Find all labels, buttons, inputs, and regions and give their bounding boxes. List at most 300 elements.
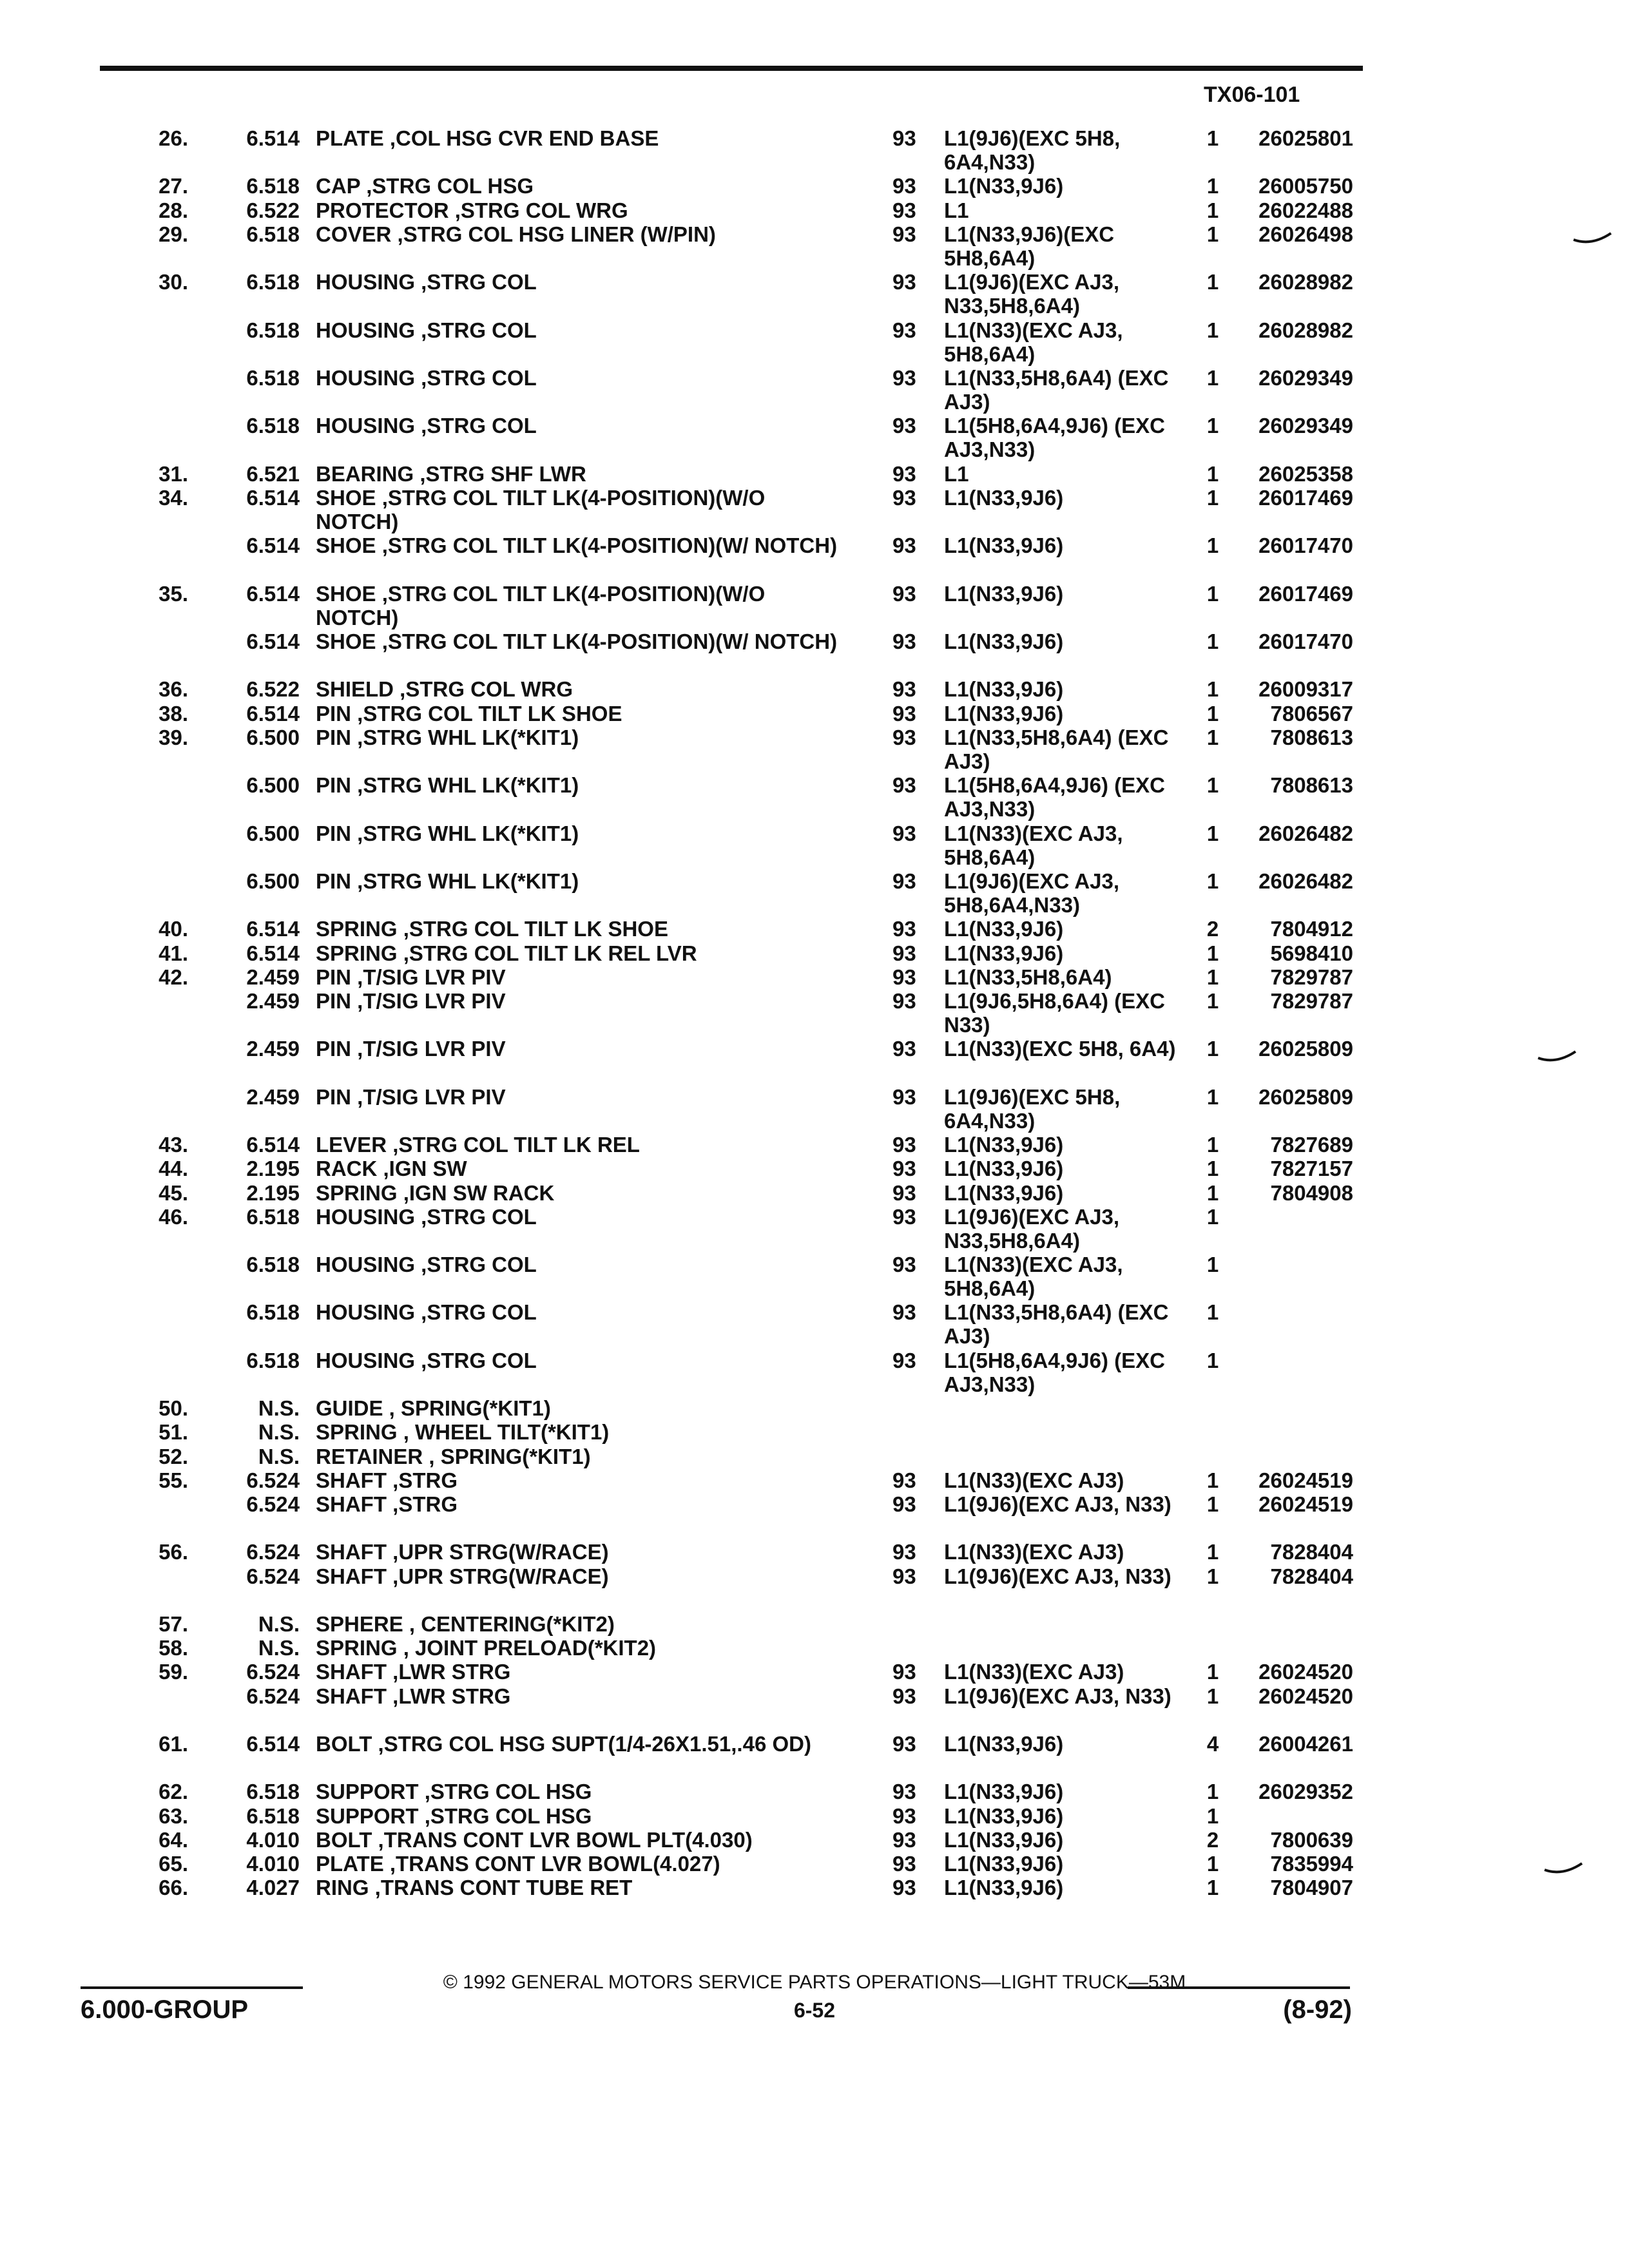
item-number: 42. — [159, 965, 188, 989]
group-number: 6.524 — [246, 1684, 300, 1708]
doc-code: TX06-101 — [1204, 82, 1300, 107]
binder-mark — [1572, 232, 1612, 245]
model-year: 93 — [892, 1253, 916, 1277]
model-year: 93 — [892, 222, 916, 246]
group-number: 6.524 — [246, 1660, 300, 1684]
part-number: 7829787 — [1270, 988, 1353, 1013]
item-number: 55. — [159, 1468, 188, 1492]
application: L1(N33)(EXC AJ3) — [944, 1660, 1124, 1684]
quantity: 1 — [1206, 941, 1219, 965]
table-row — [0, 773, 1629, 821]
quantity: 2 — [1206, 917, 1219, 941]
item-number: 26. — [159, 126, 188, 150]
table-row — [0, 318, 1629, 366]
quantity: 1 — [1206, 1180, 1219, 1205]
table-row — [0, 174, 1629, 198]
table-row — [0, 1492, 1629, 1540]
part-number: 26028982 — [1258, 318, 1353, 342]
part-description: HOUSING ,STRG COL — [316, 270, 537, 294]
part-description: PIN ,STRG WHL LK(*KIT1) — [316, 869, 579, 894]
part-description: SHAFT ,UPR STRG(W/RACE) — [316, 1540, 609, 1564]
group-number: 6.518 — [246, 1348, 300, 1372]
part-number: 26024519 — [1258, 1492, 1353, 1517]
table-row — [0, 917, 1629, 941]
quantity: 1 — [1206, 270, 1219, 294]
model-year: 93 — [892, 1684, 916, 1708]
item-number: 35. — [159, 581, 188, 606]
table-row — [0, 270, 1629, 318]
quantity: 1 — [1206, 629, 1219, 654]
table-row — [0, 1612, 1629, 1636]
item-number: 58. — [159, 1636, 188, 1660]
part-description: PLATE ,TRANS CONT LVR BOWL(4.027) — [316, 1851, 720, 1876]
group-number: 6.518 — [246, 222, 300, 246]
part-number: 26024520 — [1258, 1660, 1353, 1684]
table-row — [0, 677, 1629, 701]
part-description: SHAFT ,UPR STRG(W/RACE) — [316, 1564, 609, 1588]
part-description: BOLT ,STRG COL HSG SUPT(1/4-26X1.51,.46 OD) — [316, 1731, 811, 1756]
quantity: 1 — [1206, 1084, 1219, 1109]
table-row — [0, 629, 1629, 677]
application: L1(9J6)(EXC AJ3, N33) — [944, 1492, 1171, 1517]
part-description: BOLT ,TRANS CONT LVR BOWL PLT(4.030) — [316, 1827, 753, 1852]
application: L1(N33,9J6) — [944, 1731, 1064, 1756]
group-number: N.S. — [258, 1420, 300, 1445]
model-year: 93 — [892, 725, 916, 749]
group-number: 6.514 — [246, 629, 300, 654]
part-description: SPRING ,IGN SW RACK — [316, 1180, 555, 1205]
application: L1(N33,5H8,6A4) (EXC AJ3) — [944, 365, 1169, 414]
item-number: 51. — [159, 1420, 188, 1445]
item-number: 38. — [159, 701, 188, 726]
group-number: N.S. — [258, 1396, 300, 1421]
group-number: 6.500 — [246, 869, 300, 894]
application: L1(N33,9J6) — [944, 1803, 1064, 1828]
part-number: 26026482 — [1258, 821, 1353, 845]
group-number: 6.518 — [246, 174, 300, 198]
model-year: 93 — [892, 1660, 916, 1684]
part-number: 26017470 — [1258, 629, 1353, 654]
group-number: 2.195 — [246, 1157, 300, 1181]
application: L1(N33,9J6)(EXC 5H8,6A4) — [944, 222, 1115, 270]
quantity: 1 — [1206, 1348, 1219, 1372]
quantity: 1 — [1206, 461, 1219, 486]
quantity: 1 — [1206, 1492, 1219, 1517]
group-number: 2.459 — [246, 1037, 300, 1061]
model-year: 93 — [892, 988, 916, 1013]
item-number: 44. — [159, 1157, 188, 1181]
item-number: 66. — [159, 1876, 188, 1900]
part-number: 26025358 — [1258, 461, 1353, 486]
group-number: 2.459 — [246, 1084, 300, 1109]
footer-copyright: © 1992 GENERAL MOTORS SERVICE PARTS OPERATIONS—LIGHT TRUCK—53M — [443, 1972, 1186, 1993]
part-number: 7804908 — [1270, 1180, 1353, 1205]
table-row — [0, 582, 1629, 629]
group-number: N.S. — [258, 1611, 300, 1636]
quantity: 1 — [1206, 581, 1219, 606]
model-year: 93 — [892, 126, 916, 150]
part-number: 26028982 — [1258, 270, 1353, 294]
application: L1(N33,9J6) — [944, 917, 1064, 941]
group-number: 6.518 — [246, 1204, 300, 1229]
part-description: HOUSING ,STRG COL — [316, 1348, 537, 1372]
part-number: 7835994 — [1270, 1851, 1353, 1876]
group-number: 6.524 — [246, 1492, 300, 1517]
application: L1(N33,9J6) — [944, 1851, 1064, 1876]
part-description: RING ,TRANS CONT TUBE RET — [316, 1876, 633, 1900]
part-description: PIN ,STRG WHL LK(*KIT1) — [316, 725, 579, 749]
part-number: 26029349 — [1258, 414, 1353, 438]
table-row — [0, 1876, 1629, 1899]
part-description: HOUSING ,STRG COL — [316, 1253, 537, 1277]
item-number: 34. — [159, 485, 188, 510]
quantity: 1 — [1206, 1204, 1219, 1229]
item-number: 61. — [159, 1731, 188, 1756]
model-year: 93 — [892, 869, 916, 894]
item-number: 52. — [159, 1444, 188, 1468]
quantity: 1 — [1206, 126, 1219, 150]
table-row — [0, 126, 1629, 174]
model-year: 93 — [892, 1157, 916, 1181]
item-number: 63. — [159, 1803, 188, 1828]
part-number: 26017469 — [1258, 485, 1353, 510]
table-row — [0, 1037, 1629, 1084]
table-row — [0, 1157, 1629, 1180]
table-row — [0, 1085, 1629, 1133]
model-year: 93 — [892, 461, 916, 486]
part-description: HOUSING ,STRG COL — [316, 1300, 537, 1325]
application: L1(N33,9J6) — [944, 677, 1064, 702]
model-year: 93 — [892, 485, 916, 510]
application: L1(N33)(EXC AJ3, 5H8,6A4) — [944, 318, 1123, 366]
part-number: 26029352 — [1258, 1780, 1353, 1804]
item-number: 36. — [159, 677, 188, 702]
quantity: 1 — [1206, 988, 1219, 1013]
item-number: 31. — [159, 461, 188, 486]
part-description: BEARING ,STRG SHF LWR — [316, 461, 586, 486]
group-number: 6.521 — [246, 461, 300, 486]
group-number: 6.500 — [246, 821, 300, 845]
quantity: 1 — [1206, 198, 1219, 222]
group-label: 6.000-GROUP — [81, 1995, 249, 2024]
part-description: RETAINER , SPRING(*KIT1) — [316, 1444, 591, 1468]
group-number: 4.027 — [246, 1876, 300, 1900]
group-number: 6.518 — [246, 1300, 300, 1325]
quantity: 2 — [1206, 1827, 1219, 1852]
quantity: 1 — [1206, 414, 1219, 438]
quantity: 1 — [1206, 1468, 1219, 1492]
table-row — [0, 1300, 1629, 1348]
item-number: 39. — [159, 725, 188, 749]
part-number: 7829787 — [1270, 965, 1353, 989]
group-number: 6.518 — [246, 1803, 300, 1828]
part-description: SHAFT ,STRG — [316, 1492, 458, 1517]
application: L1(N33,5H8,6A4) — [944, 965, 1112, 989]
part-description: HOUSING ,STRG COL — [316, 414, 537, 438]
application: L1 — [944, 461, 969, 486]
group-number: 6.524 — [246, 1564, 300, 1588]
group-number: 4.010 — [246, 1851, 300, 1876]
application: L1(9J6,5H8,6A4) (EXC N33) — [944, 988, 1165, 1037]
quantity: 1 — [1206, 677, 1219, 702]
model-year: 93 — [892, 773, 916, 798]
table-row — [0, 702, 1629, 726]
group-number: 6.514 — [246, 581, 300, 606]
part-number: 7804907 — [1270, 1876, 1353, 1900]
quantity: 1 — [1206, 222, 1219, 246]
application: L1(N33,9J6) — [944, 1827, 1064, 1852]
quantity: 1 — [1206, 869, 1219, 894]
application: L1(5H8,6A4,9J6) (EXC AJ3,N33) — [944, 1348, 1165, 1396]
application: L1(N33,9J6) — [944, 1780, 1064, 1804]
item-number: 30. — [159, 270, 188, 294]
model-year: 93 — [892, 533, 916, 558]
group-number: 6.514 — [246, 701, 300, 726]
group-number: 6.500 — [246, 725, 300, 749]
application: L1(N33)(EXC AJ3) — [944, 1540, 1124, 1564]
table-row — [0, 1253, 1629, 1300]
part-number: 5698410 — [1270, 941, 1353, 965]
table-row — [0, 1804, 1629, 1828]
part-description: SHIELD ,STRG COL WRG — [316, 677, 574, 702]
part-number: 26025809 — [1258, 1084, 1353, 1109]
table-row — [0, 1660, 1629, 1684]
item-number: 50. — [159, 1396, 188, 1421]
table-row — [0, 1780, 1629, 1803]
group-number: 6.524 — [246, 1468, 300, 1492]
application: L1(N33,9J6) — [944, 581, 1064, 606]
quantity: 1 — [1206, 1876, 1219, 1900]
parts-table — [0, 126, 1629, 1899]
model-year: 93 — [892, 1084, 916, 1109]
quantity: 1 — [1206, 1540, 1219, 1564]
table-row — [0, 366, 1629, 414]
model-year: 93 — [892, 174, 916, 198]
model-year: 93 — [892, 1133, 916, 1157]
item-number: 41. — [159, 941, 188, 965]
application: L1(9J6)(EXC AJ3, N33) — [944, 1684, 1171, 1708]
quantity: 1 — [1206, 1660, 1219, 1684]
quantity: 1 — [1206, 1037, 1219, 1061]
model-year: 93 — [892, 677, 916, 702]
model-year: 93 — [892, 1851, 916, 1876]
application: L1(N33,9J6) — [944, 174, 1064, 198]
quantity: 1 — [1206, 174, 1219, 198]
part-description: RACK ,IGN SW — [316, 1157, 467, 1181]
part-description: PLATE ,COL HSG CVR END BASE — [316, 126, 659, 150]
part-number: 26017470 — [1258, 533, 1353, 558]
group-number: 6.518 — [246, 414, 300, 438]
part-description: SPHERE , CENTERING(*KIT2) — [316, 1611, 615, 1636]
application: L1 — [944, 198, 969, 222]
application: L1(N33,9J6) — [944, 1876, 1064, 1900]
group-number: 6.518 — [246, 365, 300, 390]
model-year: 93 — [892, 581, 916, 606]
part-description: PIN ,T/SIG LVR PIV — [316, 1037, 506, 1061]
part-description: SPRING , WHEEL TILT(*KIT1) — [316, 1420, 610, 1445]
part-description: GUIDE , SPRING(*KIT1) — [316, 1396, 551, 1421]
quantity: 1 — [1206, 965, 1219, 989]
part-description: PIN ,T/SIG LVR PIV — [316, 1084, 506, 1109]
application: L1(N33)(EXC AJ3, 5H8,6A4) — [944, 1253, 1123, 1301]
group-number: 6.514 — [246, 533, 300, 558]
item-number: 27. — [159, 174, 188, 198]
model-year: 93 — [892, 1780, 916, 1804]
part-description: SPRING ,STRG COL TILT LK REL LVR — [316, 941, 697, 965]
group-number: 6.522 — [246, 677, 300, 702]
table-row — [0, 1636, 1629, 1660]
group-number: N.S. — [258, 1636, 300, 1660]
quantity: 1 — [1206, 1851, 1219, 1876]
application: L1(N33)(EXC AJ3, 5H8,6A4) — [944, 821, 1123, 869]
model-year: 93 — [892, 917, 916, 941]
application: L1(N33,9J6) — [944, 629, 1064, 654]
group-number: N.S. — [258, 1444, 300, 1468]
part-description: HOUSING ,STRG COL — [316, 1204, 537, 1229]
model-year: 93 — [892, 1803, 916, 1828]
model-year: 93 — [892, 1876, 916, 1900]
group-number: 6.514 — [246, 126, 300, 150]
quantity: 1 — [1206, 1803, 1219, 1828]
application: L1(N33,9J6) — [944, 485, 1064, 510]
part-number: 26025801 — [1258, 126, 1353, 150]
table-row — [0, 533, 1629, 581]
part-number: 26017469 — [1258, 581, 1353, 606]
part-description: PIN ,STRG WHL LK(*KIT1) — [316, 773, 579, 798]
group-number: 6.518 — [246, 1253, 300, 1277]
part-description: PROTECTOR ,STRG COL WRG — [316, 198, 628, 222]
part-description: SHAFT ,LWR STRG — [316, 1660, 511, 1684]
group-number: 6.500 — [246, 773, 300, 798]
part-number: 26004261 — [1258, 1731, 1353, 1756]
table-row — [0, 989, 1629, 1037]
application: L1(9J6)(EXC 5H8, 6A4,N33) — [944, 1084, 1121, 1133]
table-row — [0, 1349, 1629, 1396]
quantity: 1 — [1206, 1253, 1219, 1277]
table-row — [0, 1564, 1629, 1612]
part-description: SHOE ,STRG COL TILT LK(4-POSITION)(W/O NOTCH) — [316, 485, 766, 533]
table-row — [0, 822, 1629, 869]
table-row — [0, 965, 1629, 989]
quantity: 1 — [1206, 773, 1219, 798]
part-number: 7828404 — [1270, 1540, 1353, 1564]
quantity: 1 — [1206, 701, 1219, 726]
part-description: SHAFT ,STRG — [316, 1468, 458, 1492]
group-number: 6.514 — [246, 941, 300, 965]
model-year: 93 — [892, 1827, 916, 1852]
application: L1(5H8,6A4,9J6) (EXC AJ3,N33) — [944, 773, 1165, 822]
item-number: 40. — [159, 917, 188, 941]
quantity: 1 — [1206, 725, 1219, 749]
application: L1(9J6)(EXC AJ3, N33,5H8,6A4) — [944, 270, 1120, 318]
item-number: 43. — [159, 1133, 188, 1157]
quantity: 1 — [1206, 365, 1219, 390]
item-number: 45. — [159, 1180, 188, 1205]
header-rule — [100, 66, 1363, 71]
model-year: 93 — [892, 1564, 916, 1588]
quantity: 1 — [1206, 1780, 1219, 1804]
part-description: HOUSING ,STRG COL — [316, 365, 537, 390]
group-number: 6.518 — [246, 270, 300, 294]
table-row — [0, 869, 1629, 917]
group-number: 6.514 — [246, 917, 300, 941]
item-number: 64. — [159, 1827, 188, 1852]
table-row — [0, 222, 1629, 270]
model-year: 93 — [892, 1348, 916, 1372]
part-number: 7827157 — [1270, 1157, 1353, 1181]
part-number: 26024519 — [1258, 1468, 1353, 1492]
item-number: 56. — [159, 1540, 188, 1564]
item-number: 65. — [159, 1851, 188, 1876]
part-number: 7808613 — [1270, 773, 1353, 798]
table-row — [0, 462, 1629, 486]
application: L1(9J6)(EXC AJ3, N33) — [944, 1564, 1171, 1588]
model-year: 93 — [892, 1731, 916, 1756]
item-number: 29. — [159, 222, 188, 246]
part-description: SPRING ,STRG COL TILT LK SHOE — [316, 917, 668, 941]
part-number: 7806567 — [1270, 701, 1353, 726]
part-description: SHOE ,STRG COL TILT LK(4-POSITION)(W/O NOTCH) — [316, 581, 766, 629]
part-description: SUPPORT ,STRG COL HSG — [316, 1803, 592, 1828]
part-number: 7808613 — [1270, 725, 1353, 749]
group-number: 6.518 — [246, 318, 300, 342]
part-description: CAP ,STRG COL HSG — [316, 174, 534, 198]
group-number: 6.514 — [246, 1731, 300, 1756]
part-number: 7827689 — [1270, 1133, 1353, 1157]
model-year: 93 — [892, 629, 916, 654]
table-row — [0, 1420, 1629, 1444]
application: L1(N33,9J6) — [944, 941, 1064, 965]
item-number: 28. — [159, 198, 188, 222]
quantity: 1 — [1206, 1133, 1219, 1157]
part-description: PIN ,T/SIG LVR PIV — [316, 965, 506, 989]
part-description: SHOE ,STRG COL TILT LK(4-POSITION)(W/ NOTCH) — [316, 533, 838, 558]
item-number: 46. — [159, 1204, 188, 1229]
part-number: 26005750 — [1258, 174, 1353, 198]
application: L1(N33)(EXC AJ3) — [944, 1468, 1124, 1492]
application: L1(5H8,6A4,9J6) (EXC AJ3,N33) — [944, 414, 1165, 462]
table-row — [0, 1852, 1629, 1876]
model-year: 93 — [892, 1492, 916, 1517]
part-description: SUPPORT ,STRG COL HSG — [316, 1780, 592, 1804]
revision-date: (8-92) — [1283, 1995, 1352, 2024]
part-description: SHOE ,STRG COL TILT LK(4-POSITION)(W/ NOTCH) — [316, 629, 838, 654]
quantity: 1 — [1206, 485, 1219, 510]
table-row — [0, 1205, 1629, 1253]
model-year: 93 — [892, 821, 916, 845]
part-number: 7828404 — [1270, 1564, 1353, 1588]
part-description: COVER ,STRG COL HSG LINER (W/PIN) — [316, 222, 716, 246]
part-description: SPRING , JOINT PRELOAD(*KIT2) — [316, 1636, 657, 1660]
model-year: 93 — [892, 365, 916, 390]
group-number: 2.195 — [246, 1180, 300, 1205]
part-description: HOUSING ,STRG COL — [316, 318, 537, 342]
part-number: 7804912 — [1270, 917, 1353, 941]
application: L1(N33,5H8,6A4) (EXC AJ3) — [944, 725, 1169, 773]
page-number: 6-52 — [793, 1999, 836, 2022]
table-row — [0, 1181, 1629, 1205]
model-year: 93 — [892, 1204, 916, 1229]
model-year: 93 — [892, 270, 916, 294]
table-row — [0, 1732, 1629, 1780]
quantity: 1 — [1206, 1300, 1219, 1325]
group-number: 6.522 — [246, 198, 300, 222]
model-year: 93 — [892, 941, 916, 965]
group-number: 4.010 — [246, 1827, 300, 1852]
table-row — [0, 198, 1629, 222]
table-row — [0, 1540, 1629, 1564]
table-row — [0, 1828, 1629, 1852]
